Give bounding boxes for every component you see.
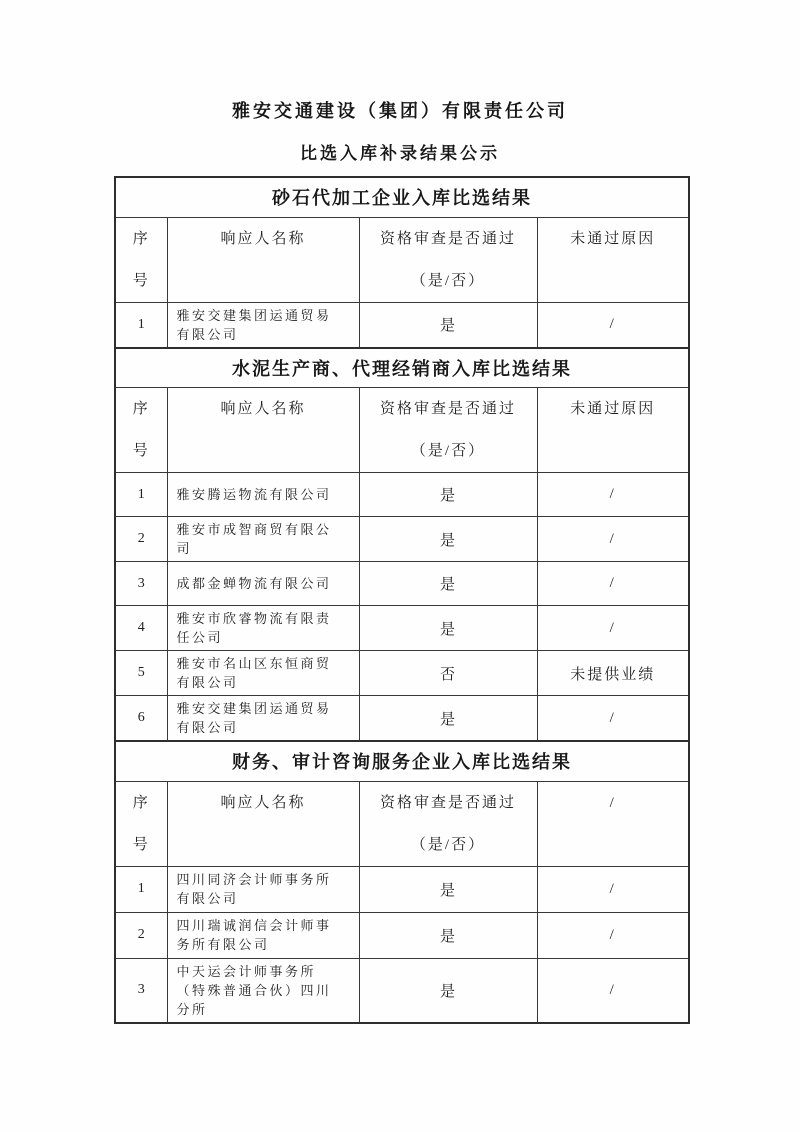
column-header-pass: [359, 388, 537, 473]
row-qualification-pass: 是: [359, 562, 537, 606]
row-seq: 1: [115, 302, 167, 348]
column-header-name: [167, 388, 359, 473]
section-heading-row: [115, 348, 689, 388]
row-fail-reason: /: [537, 606, 689, 651]
row-qualification-pass: 是: [359, 606, 537, 651]
row-qualification-pass: 否: [359, 651, 537, 696]
column-header-seq: [115, 388, 167, 473]
row-respondent-name: 雅安腾运物流有限公司: [167, 473, 359, 517]
section-heading: 水泥生产商、代理经销商入库比选结果: [115, 348, 689, 388]
column-header-seq: [115, 781, 167, 866]
row-qualification-pass: 是: [359, 302, 537, 348]
row-qualification-pass: 是: [359, 958, 537, 1023]
column-header-seq-line1: 序: [132, 794, 150, 811]
table-row: [115, 651, 689, 696]
column-header-reason: [537, 388, 689, 473]
row-qualification-pass: 是: [359, 696, 537, 742]
table-row: [115, 562, 689, 606]
row-respondent-name: 雅安市名山区东恒商贸有限公司: [167, 651, 359, 696]
document-title: 雅安交通建设（集团）有限责任公司: [232, 101, 568, 121]
row-respondent-name: 雅安交建集团运通贸易有限公司: [167, 696, 359, 742]
column-header-pass-line1: 资格审查是否通过: [379, 230, 516, 247]
column-header-name-label: 响应人名称: [220, 401, 306, 417]
row-fail-reason: /: [537, 302, 689, 348]
column-header-seq-line2: 号: [132, 443, 150, 459]
row-fail-reason: /: [537, 696, 689, 742]
section-heading-row: [115, 741, 689, 781]
section-heading: 砂石代加工企业入库比选结果: [115, 177, 689, 217]
result-table: [114, 347, 690, 743]
table-row: [115, 606, 689, 651]
column-header-name: [167, 781, 359, 866]
row-qualification-pass: 是: [359, 912, 537, 958]
table-row: [115, 696, 689, 742]
column-header-name: [167, 217, 359, 302]
row-qualification-pass: 是: [359, 866, 537, 912]
row-fail-reason: /: [537, 912, 689, 958]
result-table: [114, 740, 690, 1024]
row-seq: 3: [115, 958, 167, 1023]
row-qualification-pass: 是: [359, 517, 537, 562]
table-row: [115, 958, 689, 1023]
row-fail-reason: /: [537, 866, 689, 912]
column-header-reason-label: /: [609, 794, 616, 811]
column-header-row: [115, 217, 689, 302]
result-table: [114, 176, 690, 349]
row-respondent-name: 四川同济会计师事务所有限公司: [167, 866, 359, 912]
row-respondent-name: 雅安市成智商贸有限公司: [167, 517, 359, 562]
column-header-seq-line1: 序: [132, 230, 150, 247]
table-row: [115, 866, 689, 912]
table-body: [115, 866, 689, 1023]
row-fail-reason: /: [537, 517, 689, 562]
row-fail-reason: /: [537, 473, 689, 517]
column-header-pass: [359, 781, 537, 866]
row-seq: 5: [115, 651, 167, 696]
column-header-row: [115, 388, 689, 473]
column-header-name-label: 响应人名称: [220, 230, 306, 247]
row-seq: 1: [115, 866, 167, 912]
column-header-pass-line2: （是/否）: [410, 443, 486, 459]
row-respondent-name: 中天运会计师事务所（特殊普通合伙）四川分所: [167, 958, 359, 1023]
row-seq: 1: [115, 473, 167, 517]
column-header-seq-line2: 号: [132, 272, 150, 289]
table-body: [115, 473, 689, 742]
column-header-pass-line2: （是/否）: [410, 272, 486, 289]
column-header-name-label: 响应人名称: [220, 794, 306, 811]
column-header-reason-label: 未通过原因: [570, 230, 656, 247]
table-body: [115, 302, 689, 348]
column-header-pass-line2: （是/否）: [410, 836, 486, 853]
column-header-seq: [115, 217, 167, 302]
column-header-seq-line2: 号: [132, 836, 150, 853]
row-seq: 3: [115, 562, 167, 606]
column-header-seq-line1: 序: [132, 401, 150, 417]
column-header-pass-line1: 资格审查是否通过: [379, 794, 516, 811]
row-fail-reason: /: [537, 958, 689, 1023]
table-row: [115, 473, 689, 517]
table-row: [115, 302, 689, 348]
section-heading: 财务、审计咨询服务企业入库比选结果: [115, 741, 689, 781]
section-heading-row: [115, 177, 689, 217]
row-respondent-name: 四川瑞诚润信会计师事务所有限公司: [167, 912, 359, 958]
table-row: [115, 517, 689, 562]
column-header-reason: [537, 217, 689, 302]
row-respondent-name: 雅安市欣睿物流有限责任公司: [167, 606, 359, 651]
row-fail-reason: 未提供业绩: [537, 651, 689, 696]
row-seq: 2: [115, 517, 167, 562]
row-respondent-name: 成都金蝉物流有限公司: [167, 562, 359, 606]
results-tables: [114, 176, 688, 1024]
column-header-reason-label: 未通过原因: [570, 401, 656, 417]
row-seq: 2: [115, 912, 167, 958]
table-row: [115, 912, 689, 958]
row-fail-reason: /: [537, 562, 689, 606]
row-seq: 4: [115, 606, 167, 651]
column-header-pass: [359, 217, 537, 302]
row-seq: 6: [115, 696, 167, 742]
column-header-pass-line1: 资格审查是否通过: [379, 401, 516, 417]
row-qualification-pass: 是: [359, 473, 537, 517]
column-header-row: [115, 781, 689, 866]
row-respondent-name: 雅安交建集团运通贸易有限公司: [167, 302, 359, 348]
document-subtitle: 比选入库补录结果公示: [300, 144, 500, 163]
column-header-reason: [537, 781, 689, 866]
